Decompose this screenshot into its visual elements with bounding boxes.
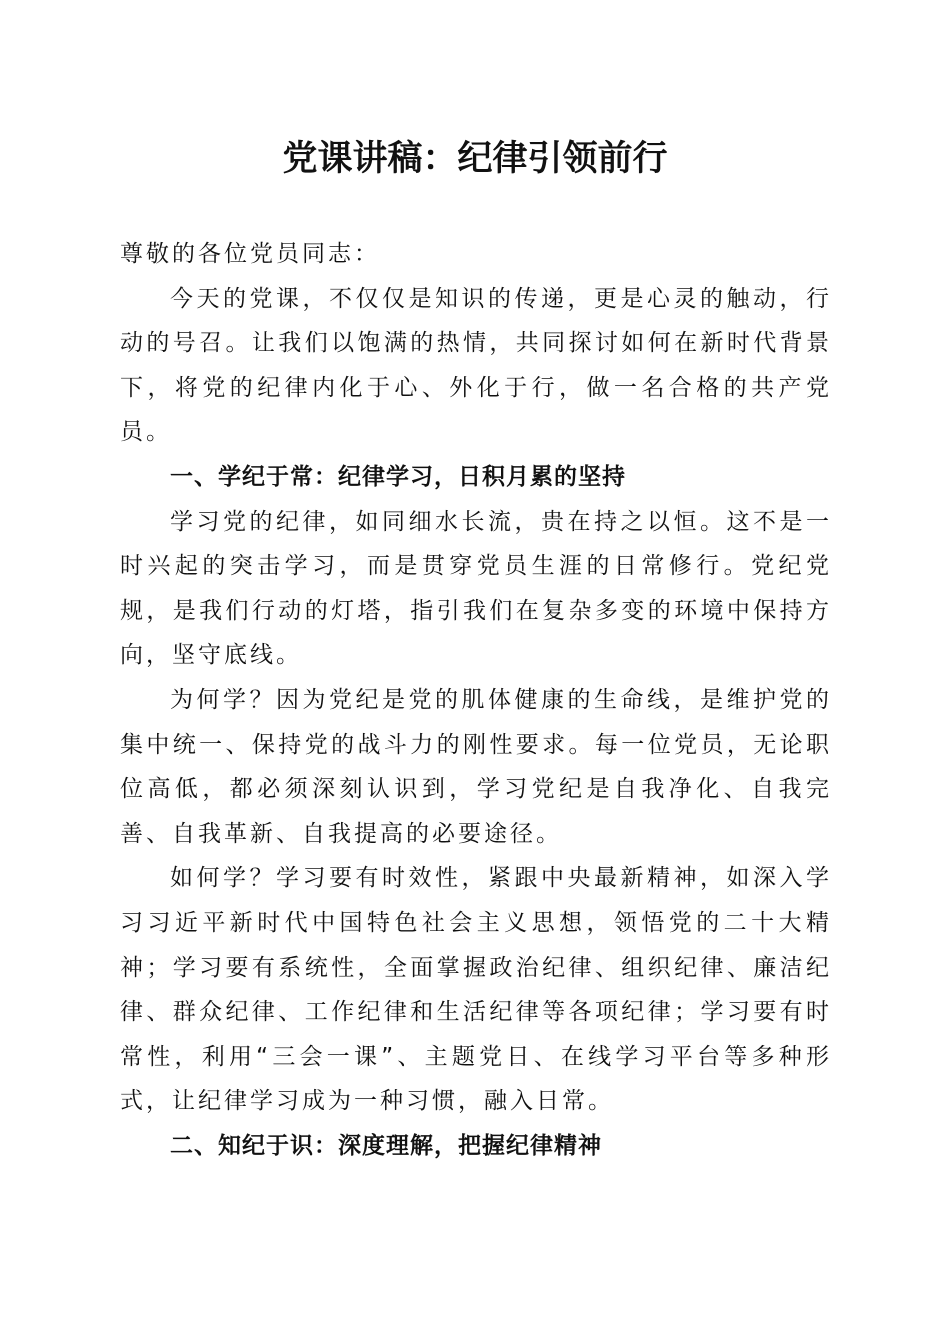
section-2-heading: 二、知纪于识：深度理解，把握纪律精神 xyxy=(170,1132,602,1159)
greeting: 尊敬的各位党员同志： xyxy=(120,241,380,267)
section-1-paragraph-3: 如何学？学习要有时效性，紧跟中央最新精神，如深入学习习近平新时代中国特色社会主义思想，领悟党的二十大精神；学习要有系统性，全面掌握政治纪律、组织纪律、廉洁纪律、群众纪律、工作纪律和生活纪律等各项纪律；学习要有时常性，利用“三会一课”、主题党日、在线学习平台等多种形式，让纪律学习成为一种习惯，融入日常。 xyxy=(120,865,832,1115)
section-1-heading: 一、学纪于常：纪律学习，日积月累的坚持 xyxy=(170,463,626,490)
document-title: 党课讲稿：纪律引领前行 xyxy=(282,138,668,179)
section-1-paragraph-2: 为何学？因为党纪是党的肌体健康的生命线，是维护党的集中统一、保持党的战斗力的刚性要求。每一位党员，无论职位高低，都必须深刻认识到，学习党纪是自我净化、自我完善、自我革新、自我提高的必要途径。 xyxy=(120,686,832,847)
section-1-paragraph-1: 学习党的纪律，如同细水长流，贵在持之以恒。这不是一时兴起的突击学习，而是贯穿党员生涯的日常修行。党纪党规，是我们行动的灯塔，指引我们在复杂多变的环境中保持方向，坚守底线。 xyxy=(120,508,832,669)
intro-paragraph: 今天的党课，不仅仅是知识的传递，更是心灵的触动，行动的号召。让我们以饱满的热情，共同探讨如何在新时代背景下，将党的纪律内化于心、外化于行，做一名合格的共产党员。 xyxy=(120,285,832,446)
document-body xyxy=(120,232,832,1168)
